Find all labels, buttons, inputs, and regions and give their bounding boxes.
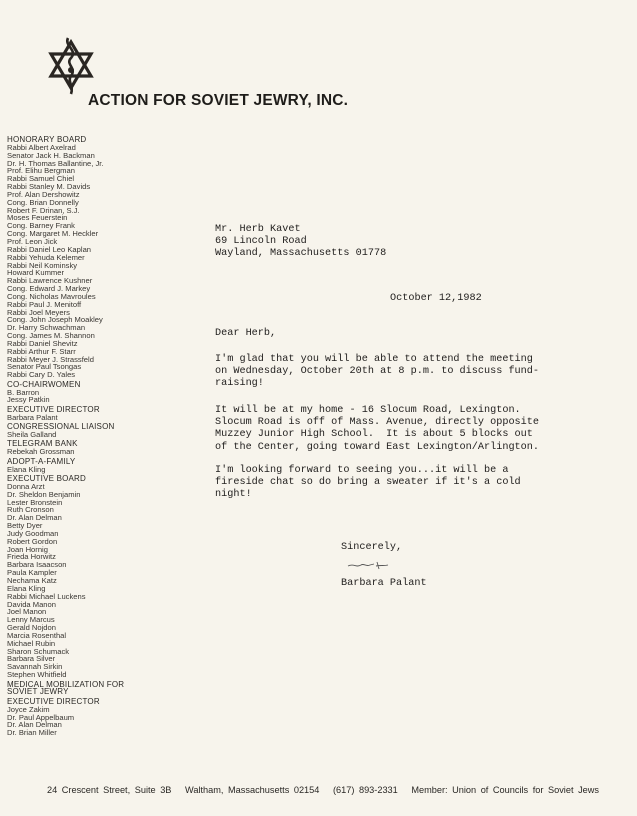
sidebar-name: Gerald Nojdon: [7, 623, 56, 633]
sidebar-name: Sharon Schumack: [7, 646, 70, 656]
sidebar-name: Davida Manon: [7, 599, 56, 609]
board-members-sidebar: [7, 136, 135, 739]
footer-phone: (617) 893-2331: [332, 785, 398, 795]
sidebar-group: [7, 406, 135, 422]
sidebar-name: Barbara Palant: [7, 412, 58, 422]
footer-member: Member: Union of Councils for Soviet Jews: [411, 785, 599, 795]
sidebar-name: Paula Kampler: [7, 568, 57, 578]
sidebar-name: Cong. James M. Shannon: [7, 331, 95, 341]
sidebar-name: Rabbi Joel Meyers: [7, 307, 70, 317]
sidebar-name: Prof. Alan Dershowitz: [7, 189, 80, 199]
letter-line: I'm looking forward to seeing you...it will be a: [215, 465, 509, 476]
recipient-address: [215, 224, 386, 261]
sidebar-name: Rabbi Daniel Shevitz: [7, 338, 78, 348]
sidebar-name: Senator Paul Tsongas: [7, 362, 82, 372]
sidebar-name: Rebekah Grossman: [7, 447, 75, 457]
sidebar-name: Prof. Leon Jick: [7, 236, 58, 246]
sidebar-name: Robert Gordon: [7, 536, 58, 546]
sidebar-group: [7, 381, 135, 405]
letter-line: Muzzey Junior High School. It is about 5 blocks out: [215, 429, 533, 441]
sidebar-name: Cong. Edward J. Markey: [7, 284, 91, 294]
sidebar-name: Barbara Isaacson: [7, 560, 67, 570]
footer: [47, 785, 633, 795]
sidebar-name: Marcia Rosenthal: [7, 630, 67, 640]
salutation: Dear Herb,: [215, 328, 277, 339]
signer-name: Barbara Palant: [341, 578, 427, 589]
sidebar-name: Elana Kling: [7, 583, 46, 593]
sidebar-heading: ADOPT-A-FAMILY: [7, 456, 76, 466]
sidebar-heading: TELEGRAM BANK: [7, 439, 78, 449]
sidebar-name: Ruth Cronson: [7, 505, 54, 515]
sidebar-name: B. Barron: [7, 387, 40, 397]
sidebar-name: Moses Feuerstein: [7, 213, 68, 223]
sidebar-name: Joyce Zakim: [7, 704, 50, 714]
sidebar-name: Rabbi Stanley M. Davids: [7, 182, 91, 192]
sidebar-name: Cong. Margaret M. Heckler: [7, 229, 99, 239]
letter-paragraph: [215, 405, 539, 454]
sidebar-name: Elana Kling: [7, 464, 46, 474]
sidebar-group: [7, 475, 135, 679]
letter-line: of the Center, going toward East Lexington/Arlington.: [215, 441, 540, 453]
sidebar-name: Rabbi Meyer J. Strassfeld: [7, 354, 94, 364]
letter-date: October 12,1982: [390, 293, 482, 304]
star-of-david-logo-icon: [44, 36, 98, 98]
sidebar-name: Rabbi Daniel Leo Kaplan: [7, 244, 92, 254]
sidebar-group: [7, 698, 135, 737]
closing: Sincerely,: [341, 542, 403, 553]
sidebar-name: Prof. Elihu Bergman: [7, 166, 75, 176]
sidebar-name: Frieda Horwitz: [7, 552, 56, 562]
sidebar-name: Dr. H. Thomas Ballantine, Jr.: [7, 158, 104, 168]
sidebar-name: Joel Manon: [7, 607, 47, 617]
sidebar-heading: EXECUTIVE BOARD: [7, 474, 87, 483]
sidebar-name: Rabbi Albert Axelrad: [7, 142, 76, 152]
sidebar-heading: EXECUTIVE DIRECTOR: [7, 696, 100, 706]
sidebar-name: Lester Bronstein: [7, 497, 63, 507]
sidebar-name: Dr. Sheldon Benjamin: [7, 489, 81, 499]
letter-line: Wayland, Massachusetts 01778: [215, 248, 387, 260]
letter-line: I'm glad that you will be able to attend the meeting: [215, 354, 533, 365]
sidebar-name: Nechama Katz: [7, 575, 57, 585]
sidebar-group: [7, 458, 135, 474]
sidebar-name: Dr. Paul Appelbaum: [7, 712, 75, 722]
sidebar-heading: HONORARY BOARD: [7, 135, 87, 144]
sidebar-name: Sheila Galland: [7, 430, 57, 439]
sidebar-name: Dr. Harry Schwachman: [7, 323, 86, 333]
sidebar-heading: EXECUTIVE DIRECTOR: [7, 404, 100, 414]
sidebar-name: Cong. Barney Frank: [7, 221, 75, 231]
sidebar-group: [7, 440, 135, 456]
letter-paragraph: [215, 354, 539, 391]
sidebar-name: Joan Hornig: [7, 544, 48, 554]
sidebar-name: Rabbi Michael Luckens: [7, 591, 86, 601]
footer-street: 24 Crescent Street, Suite 3B: [47, 785, 172, 795]
sidebar-name: Donna Arzt: [7, 481, 45, 491]
letter-line: on Wednesday, October 20th at 8 p.m. to discuss fund-: [215, 366, 540, 378]
sidebar-name: Judy Goodman: [7, 528, 59, 538]
footer-city: Waltham, Massachusetts 02154: [185, 785, 320, 795]
sidebar-name: Cong. Nicholas Mavroules: [7, 291, 96, 301]
sidebar-name: Michael Rubin: [7, 638, 56, 648]
sidebar-group: [7, 423, 135, 439]
sidebar-name: Howard Kummer: [7, 268, 64, 278]
letter-line: It will be at my home - 16 Slocum Road, Lexington.: [215, 405, 521, 416]
sidebar-name: Rabbi Paul J. Menitoff: [7, 299, 82, 309]
sidebar-name: Dr. Alan Delman: [7, 720, 62, 730]
letter-line: Mr. Herb Kavet: [215, 224, 301, 235]
sidebar-name: Rabbi Neil Kominsky: [7, 260, 78, 270]
sidebar-name: Rabbi Lawrence Kushner: [7, 276, 93, 286]
sidebar-group: [7, 136, 135, 379]
sidebar-name: Barbara Silver: [7, 654, 56, 664]
sidebar-name: Senator Jack H. Backman: [7, 150, 95, 160]
sidebar-name: Dr. Brian Miller: [7, 728, 57, 738]
sidebar-heading: CO-CHAIRWOMEN: [7, 379, 81, 389]
sidebar-name: Dr. Alan Delman: [7, 513, 62, 523]
letter-line: Slocum Road is off of Mass. Avenue, directly opposite: [215, 417, 540, 429]
sidebar-name: Lenny Marcus: [7, 615, 55, 625]
letter-line: raising!: [215, 378, 264, 390]
sidebar-name: Cong. Brian Donnelly: [7, 197, 79, 207]
letter-line: fireside chat so do bring a sweater if it's a cold: [215, 477, 521, 489]
sidebar-name: Rabbi Cary D. Yales: [7, 370, 76, 380]
letter-paragraph: [215, 465, 521, 502]
sidebar-heading: CONGRESSIONAL LIAISON: [7, 422, 115, 432]
sidebar-name: Robert F. Drinan, S.J.: [7, 205, 80, 215]
sidebar-name: Betty Dyer: [7, 521, 43, 531]
sidebar-name: Stephen Whitfield: [7, 670, 67, 680]
sidebar-name: Jessy Patkin: [7, 395, 50, 405]
letter-line: 69 Lincoln Road: [215, 236, 307, 248]
organization-name: ACTION FOR SOVIET JEWRY, INC.: [88, 92, 349, 109]
sidebar-group: [7, 681, 135, 697]
letter-line: night!: [215, 489, 252, 501]
sidebar-name: Rabbi Arthur F. Starr: [7, 346, 76, 356]
sidebar-heading: MEDICAL MOBILIZATION FOR SOVIET JEWRY: [7, 679, 125, 697]
sidebar-name: Savannah Sirkin: [7, 662, 63, 672]
sidebar-name: Cong. John Joseph Moakley: [7, 315, 103, 325]
sidebar-name: Rabbi Yehuda Kelemer: [7, 252, 85, 262]
handwritten-signature: [346, 557, 390, 571]
sidebar-name: Rabbi Samuel Chiel: [7, 174, 75, 184]
